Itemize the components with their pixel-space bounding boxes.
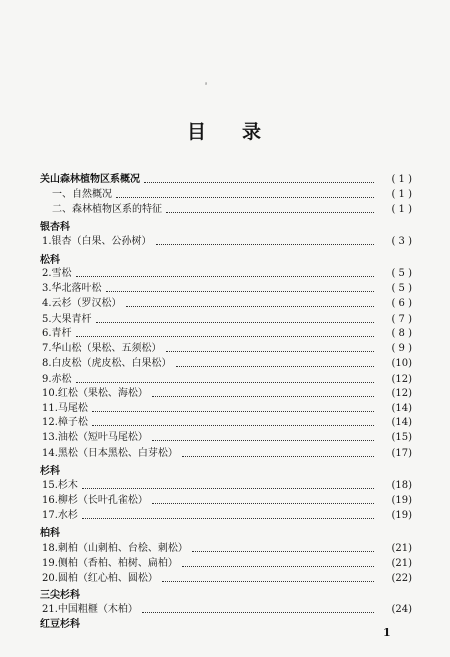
toc-leader-dots bbox=[156, 243, 374, 245]
toc-page-number: (17) bbox=[391, 448, 412, 459]
toc-page-number: ( 7 ) bbox=[391, 314, 412, 325]
toc-family-heading bbox=[40, 465, 412, 479]
toc-row[interactable] bbox=[40, 235, 412, 249]
toc-leader-dots bbox=[182, 455, 374, 457]
toc-page-number: (19) bbox=[391, 495, 412, 506]
toc-row[interactable] bbox=[40, 447, 412, 461]
toc-page-number: (15) bbox=[391, 432, 412, 443]
toc-leader-dots bbox=[76, 275, 374, 277]
toc-leader-dots bbox=[152, 395, 374, 397]
toc-row[interactable] bbox=[40, 557, 412, 571]
toc-page-number: ( 8 ) bbox=[391, 328, 412, 339]
toc-page-number: ( 9 ) bbox=[391, 343, 412, 354]
page-title-char-1: 目 bbox=[186, 121, 208, 143]
toc-row[interactable] bbox=[40, 297, 412, 311]
toc-row[interactable] bbox=[40, 387, 412, 401]
toc-row[interactable] bbox=[40, 342, 412, 356]
toc-page-number: ( 6 ) bbox=[391, 298, 412, 309]
toc-row[interactable] bbox=[40, 313, 412, 327]
toc-row[interactable] bbox=[40, 203, 412, 217]
toc-family-heading bbox=[40, 254, 412, 268]
toc-leader-dots bbox=[92, 424, 374, 426]
toc-row[interactable] bbox=[40, 173, 412, 187]
toc-leader-dots bbox=[142, 611, 374, 613]
toc-row-label: 5.大果青杆 bbox=[42, 314, 92, 325]
toc-row-label: 7.华山松（果松、五须松） bbox=[42, 343, 162, 354]
toc-row-label: 19.侧柏（香柏、柏树、扁柏） bbox=[42, 558, 178, 569]
toc-page-number: ( 1 ) bbox=[391, 189, 412, 200]
toc-row-label: 14.黑松（日本黑松、白芽松） bbox=[42, 448, 178, 459]
toc-row-label: 2.雪松 bbox=[42, 268, 72, 279]
toc-leader-dots bbox=[176, 365, 374, 367]
toc-row[interactable] bbox=[40, 603, 412, 617]
toc-row[interactable] bbox=[40, 327, 412, 341]
toc-row[interactable] bbox=[40, 542, 412, 556]
page-title bbox=[0, 117, 450, 144]
toc-row-label: 4.云杉（罗汉松） bbox=[42, 298, 122, 309]
toc-family-heading bbox=[40, 589, 412, 603]
toc-family-heading bbox=[40, 527, 412, 541]
toc-row[interactable] bbox=[40, 373, 412, 387]
toc-leader-dots bbox=[152, 502, 374, 504]
toc-row-label: 21.中国粗榧（木柏） bbox=[42, 604, 138, 615]
toc-row-label: 松科 bbox=[40, 255, 60, 266]
toc-page-number: (12) bbox=[391, 388, 412, 399]
toc-leader-dots bbox=[152, 439, 374, 441]
toc-leader-dots bbox=[126, 305, 374, 307]
toc-row[interactable] bbox=[40, 572, 412, 586]
toc-leader-dots bbox=[92, 410, 374, 412]
toc-row-label: 6.青杆 bbox=[42, 328, 72, 339]
toc-row-label: 20.圆柏（红心柏、圆松） bbox=[42, 573, 158, 584]
toc-page-number: (21) bbox=[391, 543, 412, 554]
toc-row-label: 11.马尾松 bbox=[42, 403, 88, 414]
toc-page-number: (18) bbox=[391, 480, 412, 491]
toc-row-label: 16.柳杉（长叶孔雀松） bbox=[42, 495, 148, 506]
page-number: 1 bbox=[383, 626, 391, 639]
toc-page-number: (14) bbox=[391, 417, 412, 428]
toc-row-label: 12.樟子松 bbox=[42, 417, 88, 428]
toc-page-number: (24) bbox=[391, 604, 412, 615]
toc-row[interactable] bbox=[40, 479, 412, 493]
toc-row[interactable] bbox=[40, 509, 412, 523]
toc-leader-dots bbox=[96, 321, 374, 323]
toc-page-number: (19) bbox=[391, 510, 412, 521]
toc-row-label: 10.红松（果松、海松） bbox=[42, 388, 148, 399]
toc-row-label: 银杏科 bbox=[40, 222, 70, 233]
toc-row-label: 18.刺柏（山刺柏、台桧、刺松） bbox=[42, 543, 188, 554]
toc-row[interactable] bbox=[40, 188, 412, 202]
toc-row[interactable] bbox=[40, 494, 412, 508]
toc-row-label: 13.油松（短叶马尾松） bbox=[42, 432, 148, 443]
page-title-char-2: 录 bbox=[242, 121, 264, 143]
scan-speck: ˢ bbox=[205, 81, 208, 89]
toc-row-label: 17.水杉 bbox=[42, 510, 78, 521]
toc-row-label: 15.杉木 bbox=[42, 480, 78, 491]
toc-leader-dots bbox=[144, 181, 374, 183]
toc-leader-dots bbox=[76, 335, 374, 337]
toc-row[interactable] bbox=[40, 282, 412, 296]
toc-family-heading bbox=[40, 618, 412, 632]
toc-page-number: (21) bbox=[391, 558, 412, 569]
toc-leader-dots bbox=[182, 565, 374, 567]
toc-leader-dots bbox=[82, 487, 374, 489]
toc-leader-dots bbox=[166, 350, 374, 352]
toc-page-number: ( 5 ) bbox=[391, 283, 412, 294]
toc-row-label: 8.白皮松（虎皮松、白果松） bbox=[42, 358, 172, 369]
toc-row-label: 杉科 bbox=[40, 466, 60, 477]
toc-page-number: ( 3 ) bbox=[391, 236, 412, 247]
toc-row-label: 一、自然概况 bbox=[52, 189, 112, 200]
toc-leader-dots bbox=[106, 290, 374, 292]
toc-page-number: (22) bbox=[391, 573, 412, 584]
toc-leader-dots bbox=[76, 381, 374, 383]
toc-leader-dots bbox=[166, 211, 374, 213]
toc-family-heading bbox=[40, 221, 412, 235]
toc-page-number: (10) bbox=[391, 358, 412, 369]
toc-row-label: 红豆杉科 bbox=[40, 619, 80, 630]
toc-row[interactable] bbox=[40, 267, 412, 281]
toc-page-number: ( 5 ) bbox=[391, 268, 412, 279]
toc-page-number: (12) bbox=[391, 374, 412, 385]
toc-leader-dots bbox=[162, 580, 374, 582]
toc-row-label: 二、森林植物区系的特征 bbox=[52, 204, 162, 215]
toc-row[interactable] bbox=[40, 416, 412, 430]
toc-row[interactable] bbox=[40, 357, 412, 371]
toc-leader-dots bbox=[192, 550, 374, 552]
toc-row-label: 9.赤松 bbox=[42, 374, 72, 385]
toc-row-label: 三尖杉科 bbox=[40, 590, 80, 601]
toc-page-number: ( 1 ) bbox=[391, 204, 412, 215]
toc-row[interactable] bbox=[40, 402, 412, 416]
toc-row[interactable] bbox=[40, 431, 412, 445]
toc-page-number: (14) bbox=[391, 403, 412, 414]
toc-row-label: 3.华北落叶松 bbox=[42, 283, 102, 294]
toc-leader-dots bbox=[82, 517, 374, 519]
toc-row-label: 柏科 bbox=[40, 528, 60, 539]
toc-leader-dots bbox=[116, 196, 374, 198]
toc-page-number: ( 1 ) bbox=[391, 174, 412, 185]
toc-row-label: 1.银杏（白果、公孙树） bbox=[42, 236, 152, 247]
toc-row-label: 关山森林植物区系概况 bbox=[40, 174, 140, 185]
